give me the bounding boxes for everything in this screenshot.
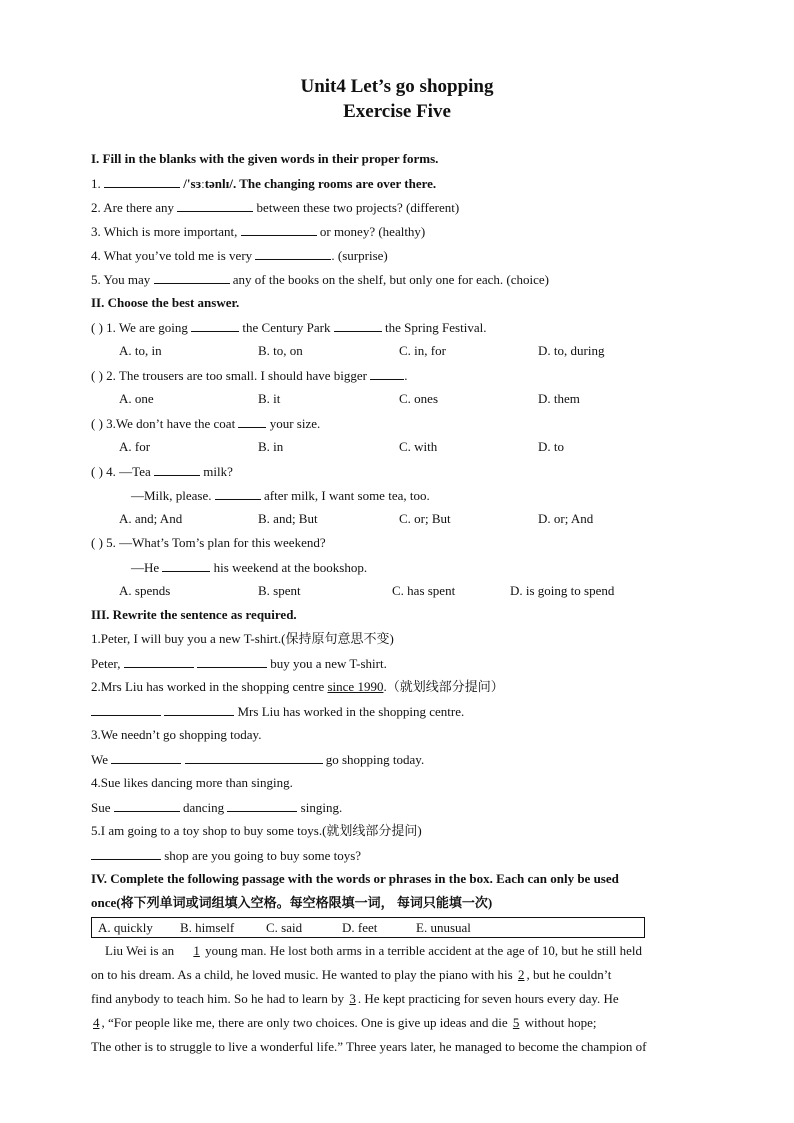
answer-blank[interactable] bbox=[238, 415, 266, 428]
answer-blank[interactable] bbox=[111, 751, 181, 764]
passage-text: find anybody to teach him. So he had to learn by bbox=[91, 991, 348, 1006]
word-box-item: A. quickly bbox=[98, 920, 153, 935]
passage-text: . He kept practicing for seven hours every day. He bbox=[357, 991, 619, 1006]
rewrite-2-answer bbox=[91, 703, 464, 720]
passage-line-3 bbox=[91, 991, 703, 1007]
passage-gap[interactable]: 4 bbox=[93, 1015, 100, 1030]
passage-text: young man. He lost both arms in a terrible accident at the age of 10, but he still held bbox=[201, 943, 642, 958]
item-number: 4. bbox=[91, 248, 101, 263]
mc-question-2 bbox=[91, 367, 407, 384]
passage-gap[interactable]: 2 bbox=[517, 967, 525, 982]
rewrite-5-answer bbox=[91, 847, 361, 864]
question-text: —He bbox=[131, 560, 163, 575]
rewrite-2 bbox=[91, 679, 504, 695]
rewrite-4-answer bbox=[91, 799, 342, 816]
answer-blank[interactable] bbox=[185, 751, 323, 764]
option-a[interactable]: A. to, in bbox=[119, 343, 162, 358]
page-title: Unit4 Let’s go shopping bbox=[300, 76, 494, 97]
answer-blank[interactable] bbox=[334, 319, 382, 332]
option-a[interactable]: A. for bbox=[119, 439, 151, 454]
item-text: What you’ve told me is very bbox=[103, 248, 256, 263]
option-b[interactable]: B. spent bbox=[258, 583, 301, 598]
item-text: or money? (healthy) bbox=[316, 224, 426, 239]
page-subtitle: Exercise Five bbox=[343, 101, 451, 122]
s1-item-2 bbox=[91, 199, 459, 216]
option-d[interactable]: D. to, during bbox=[538, 343, 605, 358]
option-a[interactable]: A. one bbox=[119, 391, 154, 406]
word-box-item: E. unusual bbox=[416, 920, 471, 935]
item-text: any of the books on the shelf, but only one for each. (choice) bbox=[229, 272, 549, 287]
mc-question-3 bbox=[91, 415, 320, 432]
answer-text: Mrs Liu has worked in the shopping centre. bbox=[234, 704, 465, 719]
s1-item-1 bbox=[91, 175, 436, 192]
mc-question-5: ( ) 5. —What’s Tom’s plan for this weekend? bbox=[91, 535, 326, 550]
question-text: 2.Mrs Liu has worked in the shopping centre bbox=[91, 679, 328, 694]
question-text: ( ) 1. We are going bbox=[91, 320, 192, 335]
question-text: your size. bbox=[266, 416, 321, 431]
item-text: You may bbox=[103, 272, 154, 287]
underlined-phrase: since 1990 bbox=[327, 679, 384, 694]
option-c[interactable]: C. or; But bbox=[399, 511, 451, 526]
answer-blank[interactable] bbox=[197, 655, 267, 668]
passage-line-1 bbox=[91, 943, 703, 959]
rewrite-4: 4.Sue likes dancing more than singing. bbox=[91, 775, 293, 790]
option-c[interactable]: C. has spent bbox=[392, 583, 456, 598]
item-text: Which is more important, bbox=[103, 224, 241, 239]
answer-blank[interactable] bbox=[191, 319, 239, 332]
answer-blank[interactable] bbox=[154, 271, 230, 284]
answer-text: dancing bbox=[179, 800, 228, 815]
item-text: Are there any bbox=[103, 200, 178, 215]
mc-question-1 bbox=[91, 319, 486, 336]
word-box-item: D. feet bbox=[342, 920, 378, 935]
answer-text: Peter, bbox=[91, 656, 124, 671]
question-text: ( ) 3.We don’t have the coat bbox=[91, 416, 239, 431]
word-box-item: C. said bbox=[266, 920, 303, 935]
mc-question-5-line2 bbox=[131, 559, 367, 576]
passage-text: on to his dream. As a child, he loved music. He wanted to play the piano with his bbox=[91, 967, 516, 982]
question-text: after milk, I want some tea, too. bbox=[260, 488, 430, 503]
answer-blank[interactable] bbox=[164, 703, 234, 716]
item-number: 3. bbox=[91, 224, 101, 239]
answer-text: buy you a new T-shirt. bbox=[266, 656, 387, 671]
question-text: the Century Park bbox=[239, 320, 334, 335]
item-text: /'sɜːtənlɪ/. The changing rooms are over there. bbox=[180, 176, 437, 191]
word-box bbox=[91, 917, 645, 938]
answer-blank[interactable] bbox=[124, 655, 194, 668]
mc-question-4-line2 bbox=[131, 487, 430, 504]
question-text: milk? bbox=[199, 464, 233, 479]
item-number: 2. bbox=[91, 200, 101, 215]
item-text: between these two projects? (different) bbox=[253, 200, 460, 215]
question-text: ( ) 2. The trousers are too small. I should have bigger bbox=[91, 368, 371, 383]
question-text: . bbox=[404, 368, 408, 383]
s1-item-5 bbox=[91, 271, 549, 288]
option-b[interactable]: B. it bbox=[258, 391, 281, 406]
answer-text: shop are you going to buy some toys? bbox=[161, 848, 362, 863]
answer-blank[interactable] bbox=[241, 223, 317, 236]
passage-text: Liu Wei is an bbox=[105, 943, 178, 958]
passage-text: without hope; bbox=[521, 1015, 597, 1030]
section1-heading: I. Fill in the blanks with the given words in their proper forms. bbox=[91, 151, 439, 166]
answer-blank[interactable] bbox=[91, 847, 161, 860]
item-number: 1. bbox=[91, 176, 101, 191]
question-text: the Spring Festival. bbox=[381, 320, 487, 335]
passage-text: , but he couldn’t bbox=[526, 967, 612, 982]
s1-item-3 bbox=[91, 223, 425, 240]
option-a[interactable]: A. spends bbox=[119, 583, 171, 598]
question-text: .（就划线部分提问） bbox=[383, 679, 504, 694]
passage-gap[interactable]: 5 bbox=[512, 1015, 520, 1030]
option-b[interactable]: B. in bbox=[258, 439, 284, 454]
option-c[interactable]: C. ones bbox=[399, 391, 438, 406]
mc-question-4 bbox=[91, 463, 233, 480]
rewrite-3-answer bbox=[91, 751, 424, 768]
question-text: —Milk, please. bbox=[131, 488, 215, 503]
rewrite-5: 5.I am going to a toy shop to buy some toys.(就划线部分提问) bbox=[91, 823, 422, 838]
passage-line-4 bbox=[91, 1015, 703, 1031]
item-text: . (surprise) bbox=[331, 248, 388, 263]
answer-blank[interactable] bbox=[104, 175, 180, 188]
passage-gap[interactable]: 1 bbox=[193, 943, 200, 958]
answer-blank[interactable] bbox=[227, 799, 297, 812]
answer-text: Sue bbox=[91, 800, 114, 815]
option-d[interactable]: D. them bbox=[538, 391, 580, 406]
section4-heading-line2: once(将下列单词或词组填入空格。每空格限填一词， 每词只能填一次) bbox=[91, 895, 493, 910]
answer-blank[interactable] bbox=[114, 799, 180, 812]
passage-line-5: The other is to struggle to live a wonderful life.” Three years later, he managed to become the champion of bbox=[91, 1039, 647, 1054]
option-d[interactable]: D. is going to spend bbox=[510, 583, 615, 598]
answer-text: singing. bbox=[297, 800, 343, 815]
section2-heading: II. Choose the best answer. bbox=[91, 295, 240, 310]
option-c[interactable]: C. in, for bbox=[399, 343, 446, 358]
item-number: 5. bbox=[91, 272, 101, 287]
word-box-item: B. himself bbox=[180, 920, 235, 935]
option-c[interactable]: C. with bbox=[399, 439, 438, 454]
section4-heading: IV. Complete the following passage with the words or phrases in the box. Each can only be used bbox=[91, 871, 619, 886]
option-d[interactable]: D. to bbox=[538, 439, 564, 454]
answer-blank[interactable] bbox=[91, 703, 161, 716]
answer-blank[interactable] bbox=[370, 367, 404, 380]
answer-blank[interactable] bbox=[215, 487, 261, 500]
answer-text: We bbox=[91, 752, 112, 767]
passage-line-2 bbox=[91, 967, 703, 983]
rewrite-1: 1.Peter, I will buy you a new T-shirt.(保持原句意思不变) bbox=[91, 631, 394, 646]
rewrite-1-answer bbox=[91, 655, 387, 672]
answer-blank[interactable] bbox=[154, 463, 200, 476]
passage-text: , “For people like me, there are only two choices. One is give up ideas and die bbox=[101, 1015, 511, 1030]
answer-text: go shopping today. bbox=[322, 752, 425, 767]
rewrite-3: 3.We needn’t go shopping today. bbox=[91, 727, 262, 742]
answer-blank[interactable] bbox=[255, 247, 331, 260]
answer-blank[interactable] bbox=[177, 199, 253, 212]
question-text: ( ) 4. —Tea bbox=[91, 464, 154, 479]
option-a[interactable]: A. and; And bbox=[119, 511, 183, 526]
question-text: his weekend at the bookshop. bbox=[210, 560, 368, 575]
section3-heading: III. Rewrite the sentence as required. bbox=[91, 607, 297, 622]
answer-blank[interactable] bbox=[162, 559, 210, 572]
option-b[interactable]: B. and; But bbox=[258, 511, 318, 526]
option-d[interactable]: D. or; And bbox=[538, 511, 594, 526]
s1-item-4 bbox=[91, 247, 388, 264]
option-b[interactable]: B. to, on bbox=[258, 343, 303, 358]
passage-gap[interactable]: 3 bbox=[349, 991, 356, 1006]
